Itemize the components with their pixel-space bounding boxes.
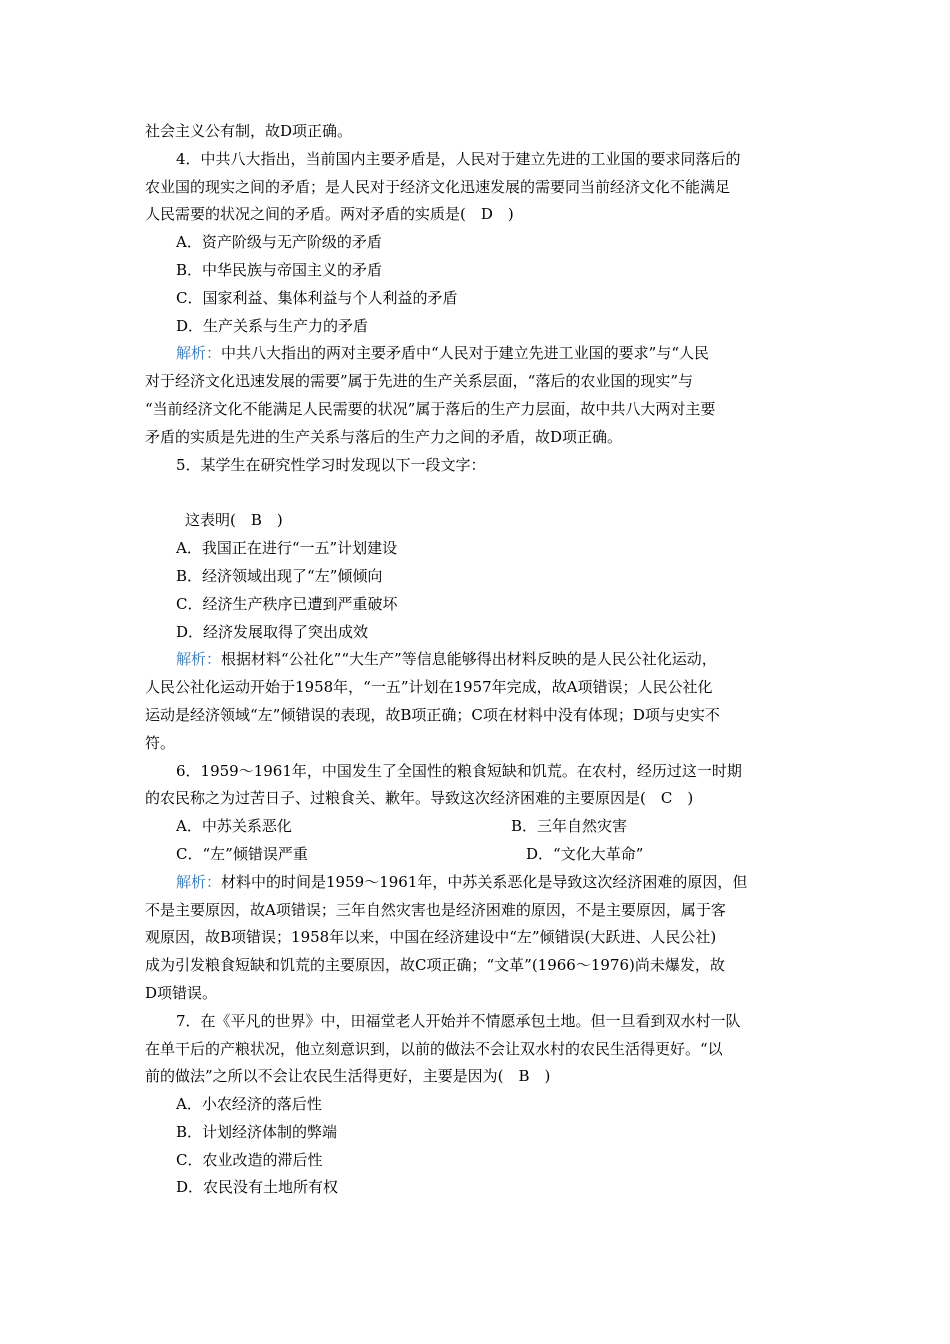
question-4-stem-line: 4．中共八大指出，当前国内主要矛盾是，人民对于建立先进的工业国的要求同落后的 <box>176 149 741 168</box>
question-5-explanation-line: 运动是经济领域“左”倾错误的表现，故B项正确；C项在材料中没有体现；D项与史实不 <box>145 705 720 724</box>
page-content <box>145 118 810 1202</box>
question-6-options-row <box>145 841 810 869</box>
question-6-option-c: C．“左”倾错误严重 <box>176 844 308 863</box>
question-4-stem-line: 农业国的现实之间的矛盾；是人民对于经济文化迅速发展的需要同当前经济文化不能满足 <box>145 177 731 196</box>
question-4-explanation-line: 对于经济文化迅速发展的需要”属于先进的生产关系层面，“落后的农业国的现实”与 <box>145 372 694 391</box>
question-5-stem: 5．某学生在研究性学习时发现以下一段文字： <box>176 455 486 474</box>
question-4-option-a: A．资产阶级与无产阶级的矛盾 <box>176 233 382 252</box>
question-6-stem-line: 的农民称之为过苦日子、过粮食关、歉年。导致这次经济困难的主要原因是( C ) <box>145 789 694 808</box>
question-5-explanation-line: 人民公社化运动开始于1958年，“一五”计划在1957年完成，故A项错误；人民公社化 <box>145 678 713 697</box>
question-7-stem-line: 在单干后的产粮状况，他立刻意识到，以前的做法不会让双水村的农民生活得更好。“以 <box>145 1039 723 1058</box>
question-6-explanation-line: 观原因，故B项错误；1958年以来，中国在经济建设中“左”倾错误(大跃进、人民公社) <box>145 928 717 947</box>
question-5-option-d: D．经济发展取得了突出成效 <box>176 622 369 641</box>
question-6-options-row <box>145 813 810 841</box>
question-6-explanation-line: D项错误。 <box>145 983 218 1002</box>
question-6-explanation <box>145 869 810 897</box>
question-7 <box>145 1008 810 1203</box>
question-4-explanation-line: 矛盾的实质是先进的生产关系与落后的生产力之间的矛盾，故D项正确。 <box>145 427 623 446</box>
question-6-stem-line: 6．1959～1961年，中国发生了全国性的粮食短缺和饥荒。在农村，经历过这一时期 <box>176 761 742 780</box>
question-7-option-d: D．农民没有土地所有权 <box>176 1178 339 1197</box>
question-7-option-b: B．计划经济体制的弊端 <box>176 1122 338 1141</box>
question-6-explanation-line: 成为引发粮食短缺和饥荒的主要原因，故C项正确；“文革”(1966～1976)尚未爆发，故 <box>145 956 725 975</box>
question-5-option-a: A．我国正在进行“一五”计划建设 <box>176 539 398 558</box>
explanation-text: 中共八大指出的两对主要矛盾中“人民对于建立先进工业国的要求”与“人民 <box>221 344 710 363</box>
question-4-explanation-line: “当前经济文化不能满足人民需要的状况”属于落后的生产力层面，故中共八大两对主要 <box>145 399 716 418</box>
question-4-option-c: C．国家利益、集体利益与个人利益的矛盾 <box>176 288 458 307</box>
previous-answer-tail: 社会主义公有制，故D项正确。 <box>145 122 353 140</box>
question-7-option-a: A．小农经济的落后性 <box>176 1095 322 1114</box>
explanation-label: 解析： <box>176 344 222 363</box>
question-5 <box>145 452 810 758</box>
question-5-option-c: C．经济生产秩序已遭到严重破坏 <box>176 594 398 613</box>
question-6-option-a: A．中苏关系恶化 <box>176 817 292 836</box>
question-5-sub-stem: 这表明( B ) <box>185 511 283 530</box>
question-4-option-b: B．中华民族与帝国主义的矛盾 <box>176 260 383 279</box>
question-6 <box>145 758 810 1008</box>
question-7-stem-line: 7．在《平凡的世界》中，田福堂老人开始并不情愿承包土地。但一旦看到双水村一队 <box>176 1011 741 1030</box>
question-4-stem-line: 人民需要的状况之间的矛盾。两对矛盾的实质是( D ) <box>145 205 514 224</box>
question-7-stem-line: 前的做法”之所以不会让农民生活得更好，主要是因为( B ) <box>145 1067 551 1086</box>
question-6-explanation-line: 不是主要原因，故A项错误；三年自然灾害也是经济困难的原因，不是主要原因，属于客 <box>145 900 726 919</box>
explanation-text: 材料中的时间是1959～1961年，中苏关系恶化是导致这次经济困难的原因，但 <box>221 872 748 891</box>
question-5-explanation-line: 符。 <box>145 733 176 752</box>
question-5-explanation <box>145 646 810 674</box>
question-4 <box>145 146 810 452</box>
explanation-text: 根据材料“公社化”“大生产”等信息能够得出材料反映的是人民公社化运动， <box>221 650 717 669</box>
missing-material-space <box>145 479 810 507</box>
question-5-option-b: B．经济领域出现了“左”倾倾向 <box>176 566 383 585</box>
question-7-option-c: C．农业改造的滞后性 <box>176 1150 323 1169</box>
explanation-label: 解析： <box>176 872 222 891</box>
question-4-option-d: D．生产关系与生产力的矛盾 <box>176 316 369 335</box>
explanation-label: 解析： <box>176 650 222 669</box>
question-4-explanation <box>145 340 810 368</box>
question-6-option-d: D．“文化大革命” <box>526 844 644 863</box>
question-6-option-b: B．三年自然灾害 <box>511 817 628 836</box>
